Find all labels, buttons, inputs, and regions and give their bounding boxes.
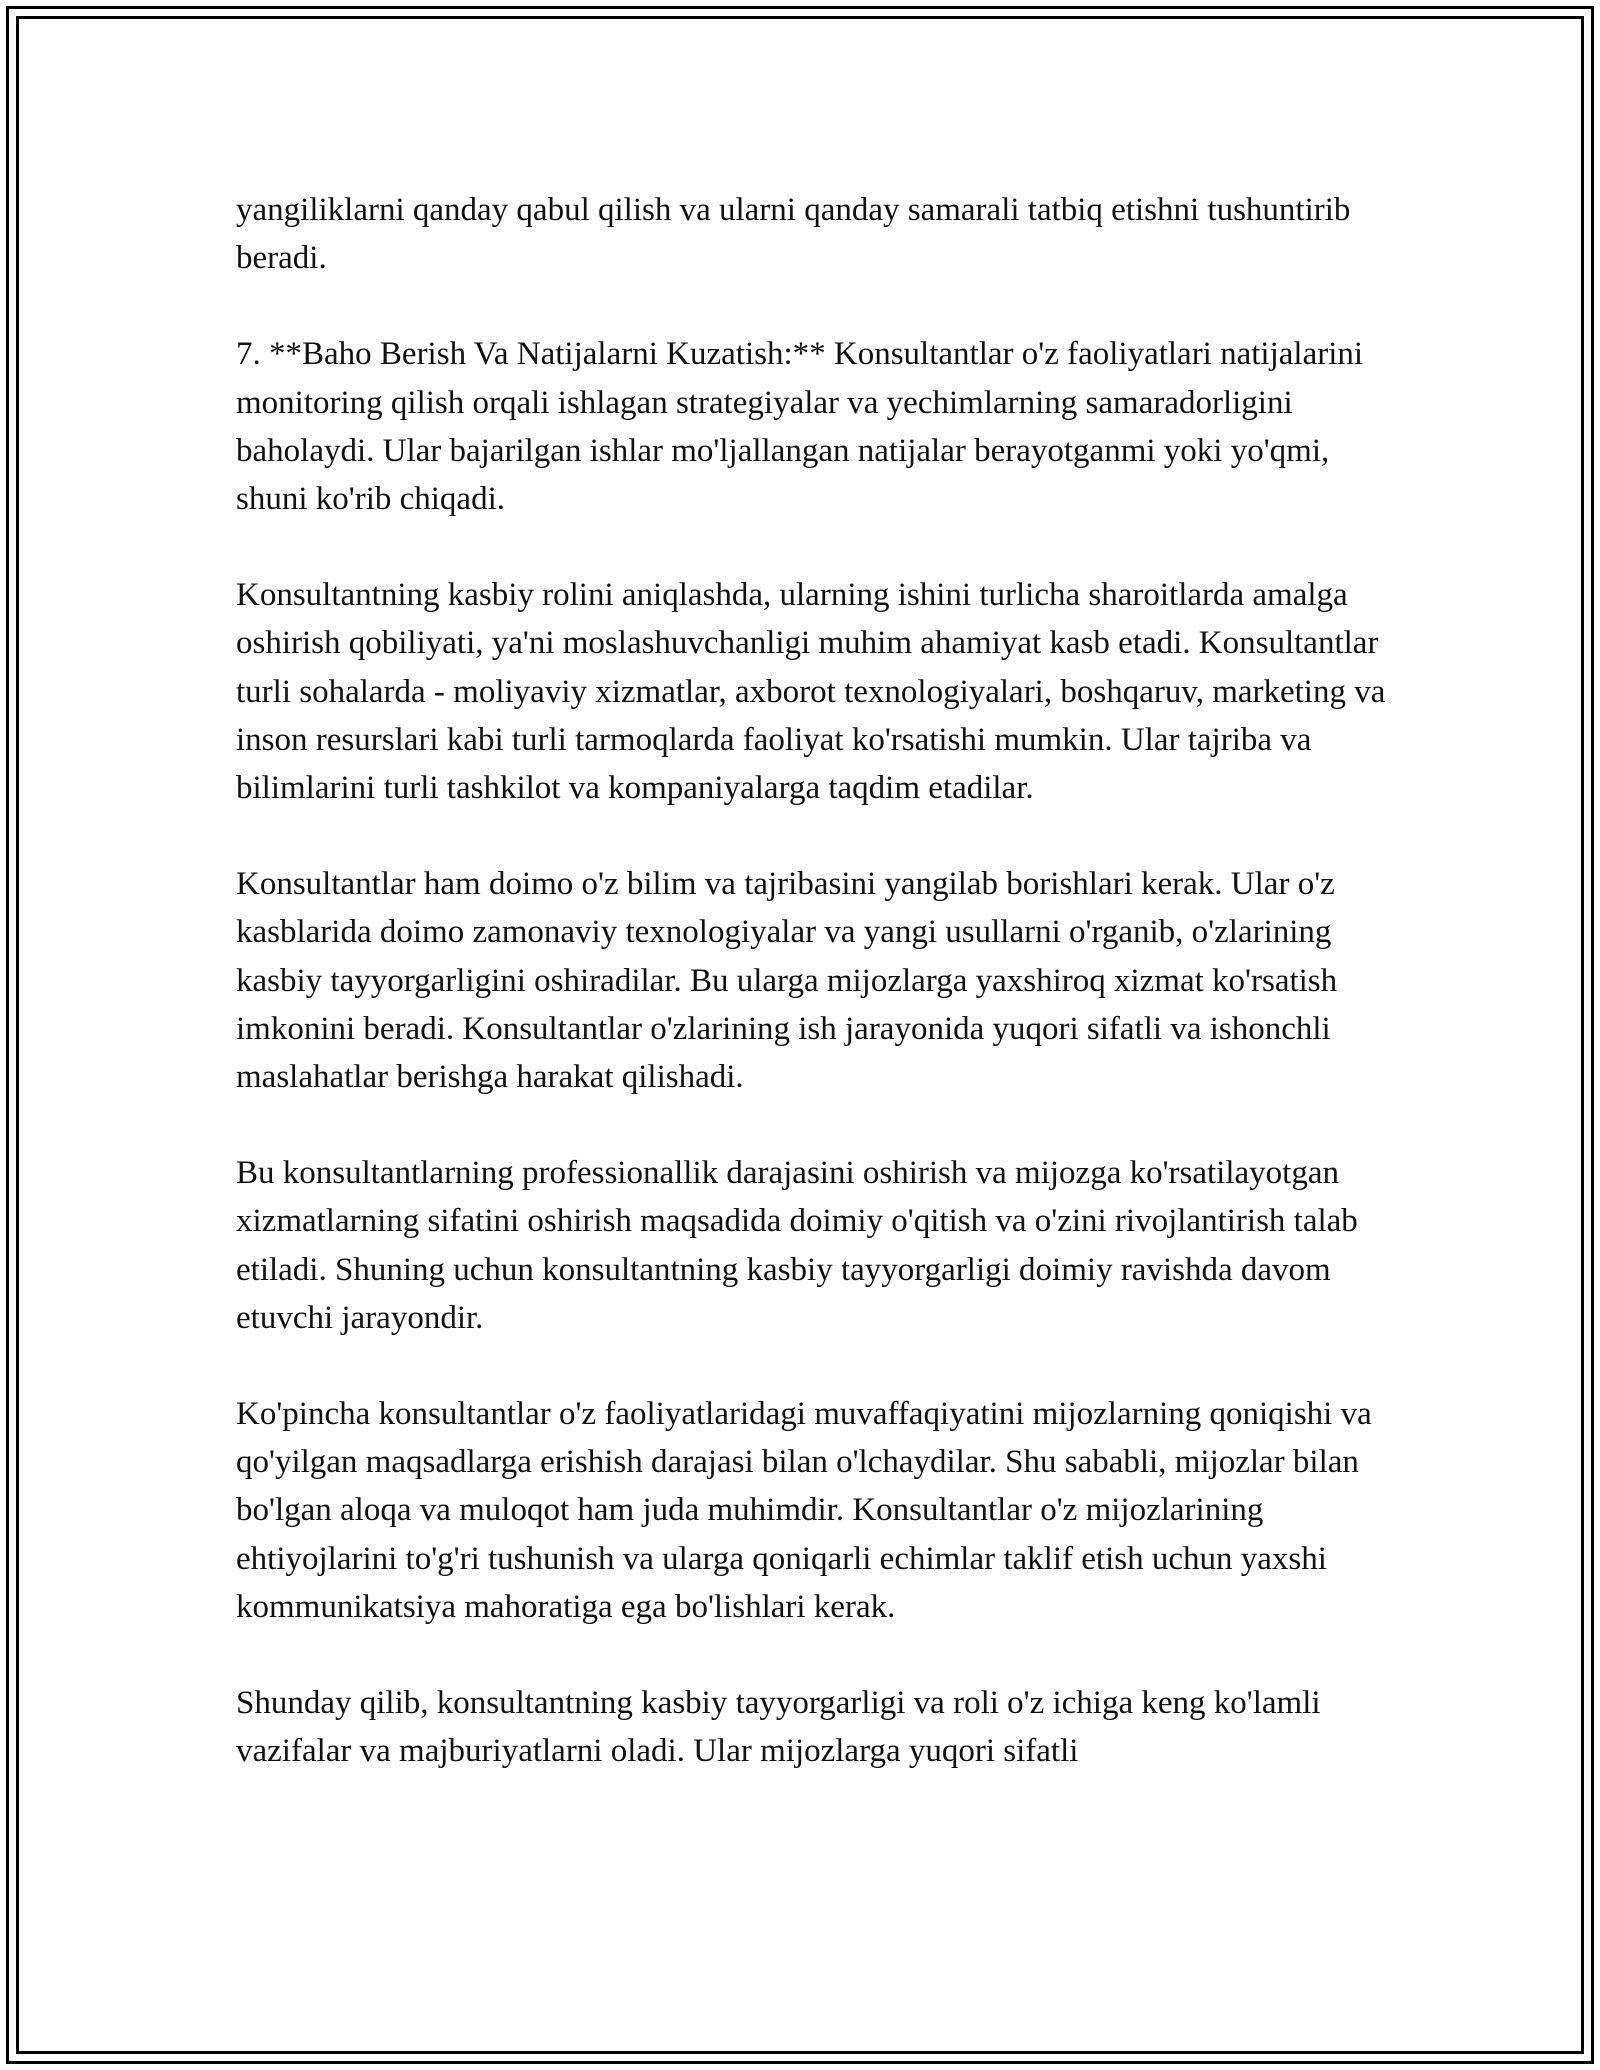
document-body bbox=[236, 186, 1386, 1775]
paragraph: Shunday qilib, konsultantning kasbiy tayyorgarligi va roli o'z ichiga keng ko'lamli vazifalar va majburiyatlarni oladi. Ular mijozlarga yuqori sifatli bbox=[236, 1685, 1321, 1770]
paragraph: Ko'pincha konsultantlar o'z faoliyatlaridagi muvaffaqiyatini mijozlarning qoniqishi va qo'yilgan maqsadlarga erishish darajasi bilan o'lchaydilar. Shu sababli, mijozlar bilan bo'lgan aloqa va muloqot ham juda muhimdir. Konsultantlar o'z mijozlarining ehtiyojlarini to'g'ri tushunish va ularga qoniqarli echimlar taklif etish uchun yaxshi kommunikatsiya mahoratiga ega bo'lishlari kerak. bbox=[236, 1396, 1372, 1625]
paragraph: Bu konsultantlarning professionallik darajasini oshirish va mijozga ko'rsatilayotgan xizmatlarning sifatini oshirish maqsadida doimiy o'qitish va o'zini rivojlantirish talab etiladi. Shuning uchun konsultantning kasbiy tayyorgarligi doimiy ravishda davom etuvchi jarayondir. bbox=[236, 1155, 1358, 1336]
paragraph: 7. **Baho Berish Va Natijalarni Kuzatish:** Konsultantlar o'z faoliyatlari natijalarini monitoring qilish orqali ishlagan strategiyalar va yechimlarning samaradorligini baholaydi. Ular bajarilgan ishlar mo'ljallangan natijalar berayotganmi yoki yo'qmi, shuni ko'rib chiqadi. bbox=[236, 336, 1364, 518]
paragraph: yangiliklarni qanday qabul qilish va ularni qanday samarali tatbiq etishni tushuntirib beradi. bbox=[236, 192, 1351, 277]
paragraph: Konsultantning kasbiy rolini aniqlashda, ularning ishini turlicha sharoitlarda amalga oshirish qobiliyati, ya'ni moslashuvchanligi muhim ahamiyat kasb etadi. Konsultantlar turli sohalarda - moliyaviy xizmatlar, axborot texnologiyalari, boshqaruv, marketing va inson resurslari kabi turli tarmoqlarda faoliyat ko'rsatishi mumkin. Ular tajriba va bilimlarini turli tashkilot va kompaniyalarga taqdim etadilar. bbox=[236, 577, 1386, 807]
paragraph: Konsultantlar ham doimo o'z bilim va tajribasini yangilab borishlari kerak. Ular o'z kasblarida doimo zamonaviy texnologiyalar va yangi usullarni o'rganib, o'zlarining kasbiy tayyorgarligini oshiradilar. Bu ularga mijozlarga yaxshiroq xizmat ko'rsatish imkonini beradi. Konsultantlar o'zlarining ish jarayonida yuqori sifatli va ishonchli maslahatlar berishga harakat qilishadi. bbox=[236, 866, 1338, 1096]
